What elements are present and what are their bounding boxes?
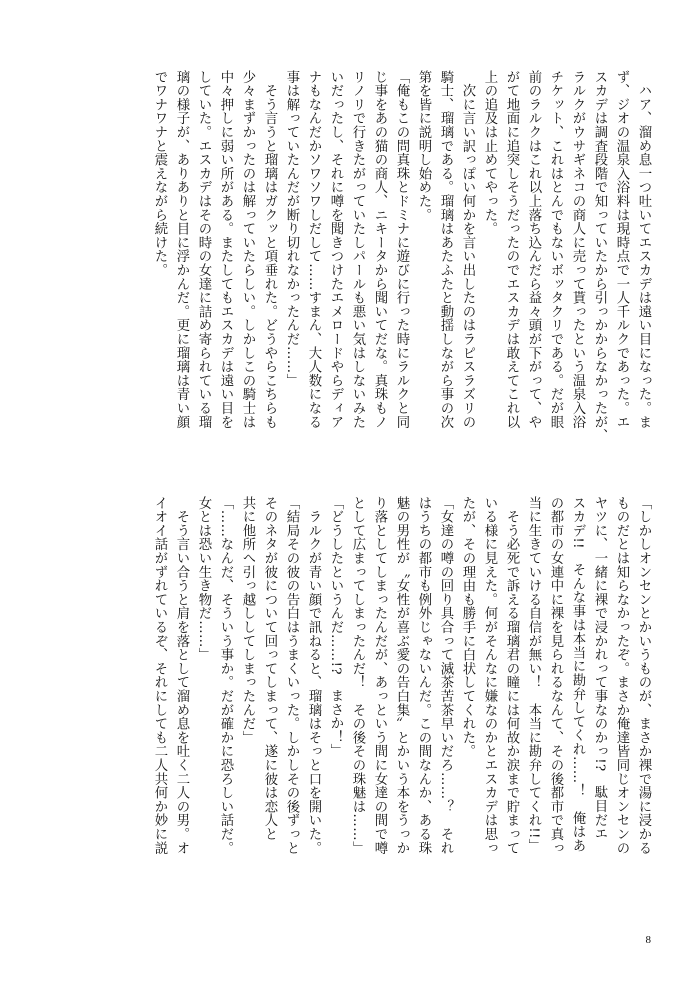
text-column: 前のラルクはこれ以上落ち込んだら益々頭が下がって、や (526, 70, 541, 429)
text-column: 当に生きていける自信が無い！ 本当に勘弁してくれ!!」 (526, 496, 541, 853)
text-column: がて地面に追突しそうだったのでエスカデは敢えてこれ以 (504, 70, 519, 429)
upper-text-block (149, 70, 653, 480)
text-column: そう言うと瑠璃はガクッと項垂れた。どうやらこちらも (262, 70, 277, 429)
text-column: そう言い合うと肩を落として溜め息を吐く二人の男。オ (174, 496, 189, 855)
text-column: ラルクが青い顔で訊ねると、瑠璃はそっと口を開いた。 (306, 496, 321, 855)
text-column: イオイ話がずれているぞ、それにしても二人共何か妙に説 (152, 496, 167, 855)
text-column: 「……なんだ、そういう事か。だが確かに恐ろしい話だ。 (218, 496, 233, 855)
text-column: チケット、これはとんでもないボッタクリである。だが眼 (548, 70, 563, 429)
text-column: スカデは調査段階で知っていたから引っかからなかったが、 (592, 70, 607, 443)
text-column: 上の追及は止めてやった。 (482, 70, 497, 236)
text-column: 魅の男性が〝女性が喜ぶ愛の告白集〟とかいう本をうっか (394, 496, 409, 855)
text-column: そのネタが彼について回ってしまって、遂に彼は恋人と (262, 496, 277, 841)
text-column: 第を皆に説明し始めた。 (416, 70, 431, 222)
text-column: 次に言い訳っぽい何かを言い出したのはラピスラズリの (460, 70, 475, 429)
text-column: 「俺もこの問真珠とドミナに遊びに行った時にラルクと同 (394, 70, 409, 429)
text-column: ハア、溜め息一つ吐いてエスカデは遠い目になった。ま (636, 70, 651, 429)
text-column: いだったし、それに噂を聞きつけたエメロードやらディア (328, 70, 343, 429)
text-column: 共に他所へ引っ越ししてしまったんだ」 (240, 496, 255, 745)
text-column: ものだとは知らなかったぞ。まさか俺達皆同じオンセンの (614, 496, 629, 855)
text-column: ず、ジオの温泉入浴料は現時点で一人千ルクであった。エ (614, 70, 629, 429)
text-column: でワナワナと震えながら続けた。 (152, 70, 167, 277)
text-column: ナもなんだかソワソワしだして……すまん、大人数になる (306, 70, 321, 429)
text-column: 「女達の噂の回り具合って滅茶苦茶早いだろ……？ それ (438, 496, 453, 855)
text-column: ラルクがウサギネコの商人に売って貰ったという温泉入浴 (570, 70, 585, 429)
text-column: 中々押しに弱い所がある。またしてもエスカデは遠い目を (218, 70, 233, 429)
text-column: 璃の様子が、ありありと目に浮かんだ。更に瑠璃は青い顔 (174, 70, 189, 429)
text-column: 騎士、瑠璃である。瑠璃はあたふたと動揺しながら事の次 (438, 70, 453, 429)
text-column: そう必死で訴える瑠璃君の瞳には何故か涙まで貯まって (504, 496, 519, 855)
text-column: 事は解っていたんだが断り切れなかったんだ……」 (284, 70, 299, 388)
text-column: いる様に見えた。何がそんなに嫌なのかとエスカデは思っ (482, 496, 497, 855)
text-column: の都市の女連中に裸を見られるなんて、その後都市で真っ (548, 496, 563, 855)
page-number: 8 (645, 934, 651, 946)
text-column: ヤツに、一緒に裸で浸かれって事なのかっ!? 駄目だエ (592, 496, 607, 841)
text-column: たが、その理由も勝手に白状してくれた。 (460, 496, 475, 759)
text-column: はうちの都市も例外じゃないんだ。この間なんか、ある珠 (416, 496, 431, 855)
text-column: り落としてしまったんだが、あっという間に女達の間で噂 (372, 496, 387, 855)
text-column: 「結局その彼の告白はうまくいった。しかしその後ずっと (284, 496, 299, 855)
text-column: 少々まずかったのは解っていたらしい。しかしこの騎士は (240, 70, 255, 429)
text-column: 女とは恐い生き物だ……」 (196, 496, 211, 662)
text-column: じ事をあの猫の商人、ニキータから聞いてだな。真珠もノ (372, 70, 387, 429)
lower-text-block (149, 496, 653, 906)
text-column: リノリで行きたがっていたしパールも悪い気はしないみた (350, 70, 365, 429)
text-column: として広まってしまったんだ！ その後その珠魅は……」 (350, 496, 365, 855)
text-column: 「しかしオンセンとかいうものが、まさか裸で湯に浸かる (636, 496, 651, 855)
text-column: していた。エスカデはその時の女達に詰め寄られている瑠 (196, 70, 211, 429)
text-column: 「どうしたというんだ……!? まさか！」 (328, 496, 343, 758)
text-column: スカデ!! そんな事は本当に勘弁してくれ……！ 俺はあ (570, 496, 585, 853)
